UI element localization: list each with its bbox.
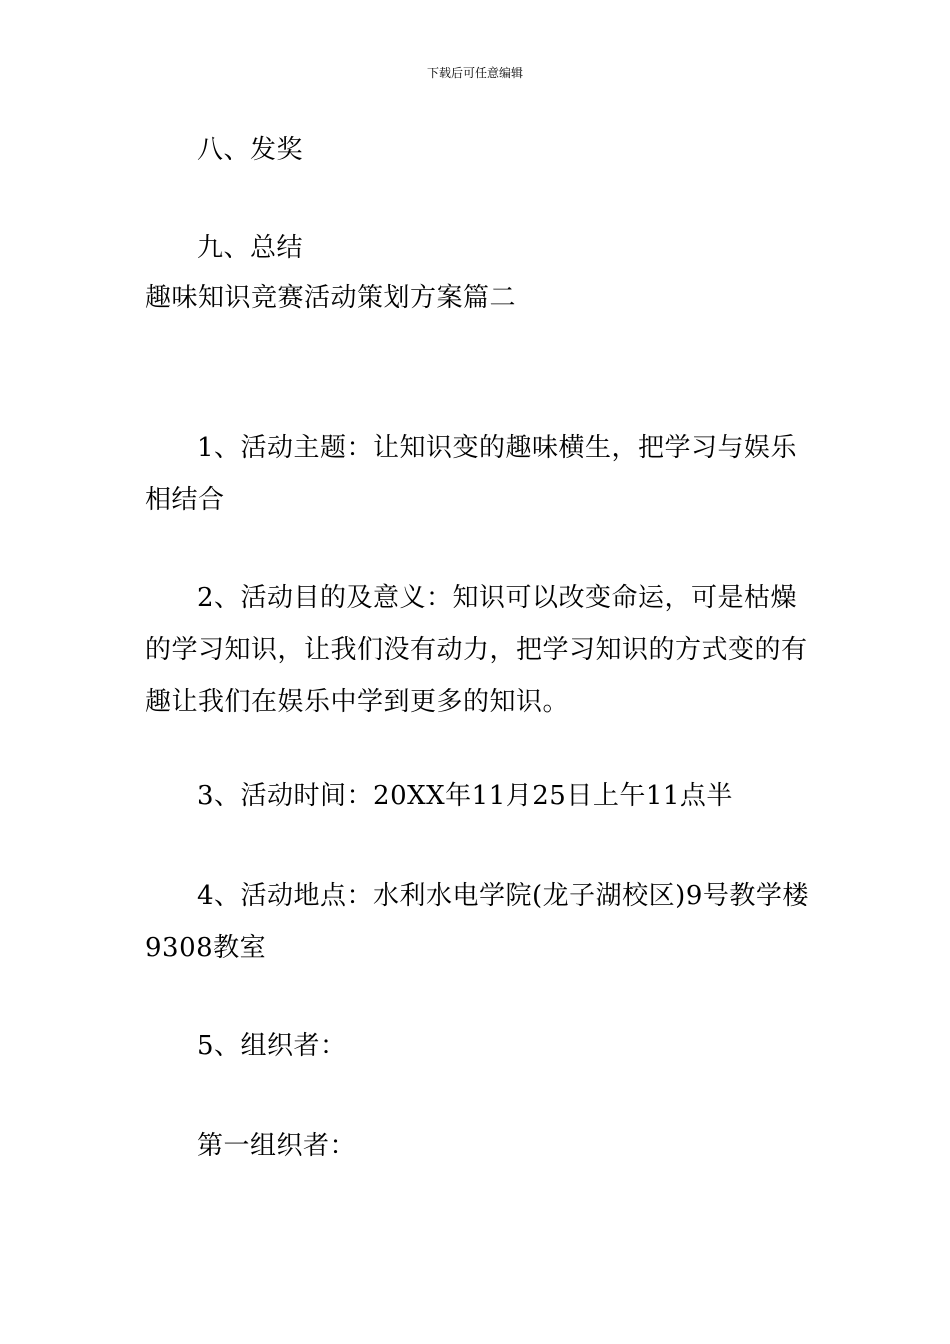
item-location: 4、活动地点：水利水电学院(龙子湖校区)9号教学楼9308教室	[145, 881, 809, 963]
item-first-organizer: 第一组织者：	[197, 1131, 357, 1161]
item-time: 3、活动时间：20XX年11月25日上午11点半	[197, 781, 733, 811]
item-theme: 1、活动主题：让知识变的趣味横生，把学习与娱乐相结合	[145, 433, 798, 515]
item-organizers: 5、组织者：	[197, 1031, 347, 1061]
item-purpose: 2、活动目的及意义：知识可以改变命运，可是枯燥的学习知识，让我们没有动力，把学习知识的方式变的有趣让我们在娱乐中学到更多的知识。	[145, 583, 808, 717]
section-award: 八、发奖	[197, 135, 304, 165]
section-summary: 九、总结	[197, 233, 304, 263]
document-title: 趣味知识竞赛活动策划方案篇二	[145, 283, 517, 313]
page-header-note: 下载后可任意编辑	[426, 66, 523, 80]
